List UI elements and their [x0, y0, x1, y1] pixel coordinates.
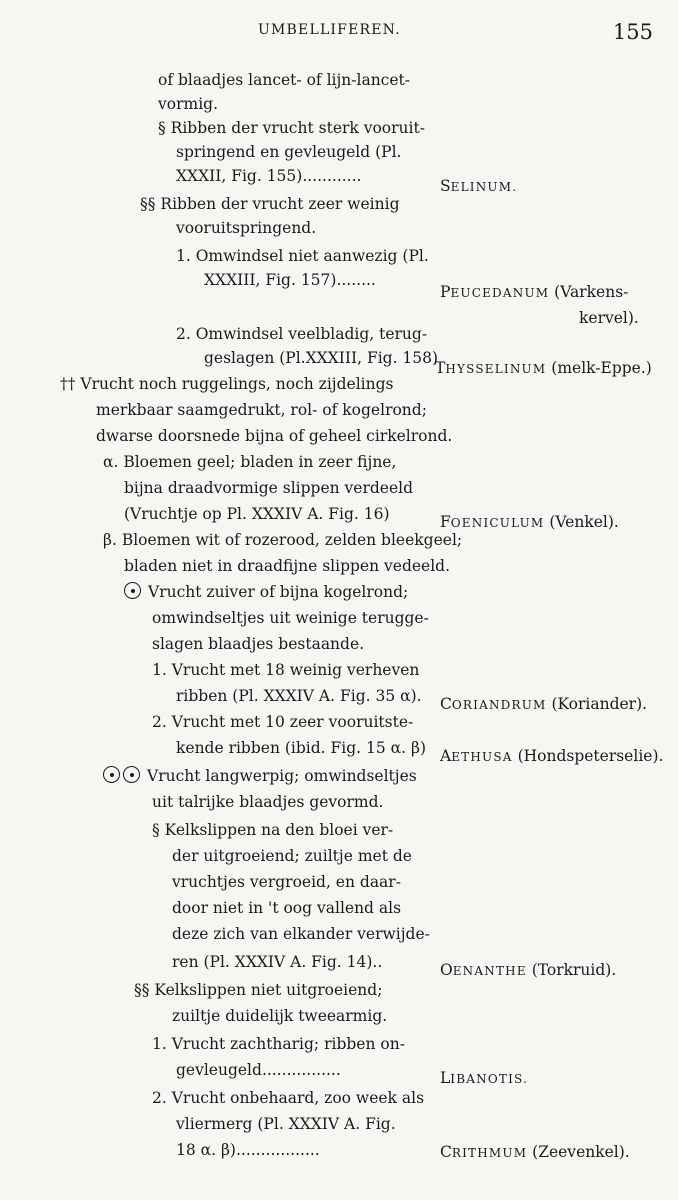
key-line: [152, 1034, 405, 1054]
key-line: [158, 94, 218, 114]
circled-dot-mark-icon: [103, 766, 143, 786]
key-line: [140, 194, 400, 214]
genus-name: ETHUSA: [451, 750, 513, 764]
genus-name: ELINUM.: [450, 180, 518, 194]
key-line-text: ribben (Pl. XXXIV A. Fig. 35 α).: [176, 687, 422, 705]
key-line: [103, 766, 417, 786]
key-line-text: geslagen (Pl.XXXIII, Fig. 158): [204, 349, 439, 367]
genus-common-name: (Koriander).: [546, 695, 648, 713]
key-line: [152, 660, 419, 680]
genus-common-name: (Venkel).: [544, 513, 619, 531]
key-line: [204, 270, 376, 290]
key-line: [134, 980, 382, 1000]
genus-initial: A: [440, 747, 452, 765]
key-line: [172, 872, 401, 892]
key-line-text: zuiltje duidelijk tweearmig.: [172, 1007, 388, 1025]
key-line-text: vliermerg (Pl. XXXIV A. Fig.: [176, 1115, 396, 1133]
key-line-text: §§ Ribben der vrucht zeer weinig: [140, 195, 400, 213]
key-line-text: omwindseltjes uit weinige terugge-: [152, 609, 429, 627]
genus-common-name: (Varkens-: [549, 283, 629, 301]
genus-entry: [440, 512, 619, 533]
key-line-text: der uitgroeiend; zuiltje met de: [172, 847, 412, 865]
key-line: [124, 556, 450, 576]
key-line-text: uit talrijke blaadjes gevormd.: [152, 793, 384, 811]
key-line: [176, 246, 429, 266]
key-line-text: bijna draadvormige slippen verdeeld: [124, 479, 414, 497]
key-line-text: Vrucht langwerpig; omwindseltjes: [147, 767, 417, 785]
key-line: [204, 348, 438, 368]
genus-name: RITHMUM: [451, 1146, 528, 1160]
key-line: [176, 686, 422, 706]
key-line-text: XXXIII, Fig. 157)........: [204, 271, 376, 289]
genus-name: HYSSELINUM: [445, 362, 547, 376]
key-line-text: § Kelkslippen na den bloei ver-: [152, 821, 394, 839]
key-line: [176, 324, 427, 344]
genus-entry: [440, 960, 616, 981]
key-line: [152, 792, 383, 812]
key-line-text: vooruitspringend.: [176, 219, 317, 237]
key-line-text: 2. Vrucht onbehaard, zoo week als: [152, 1089, 425, 1107]
key-line-text: § Ribben der vrucht sterk vooruit-: [158, 119, 425, 137]
genus-initial: T: [435, 359, 446, 377]
key-line: [176, 1060, 341, 1080]
genus-name: IBANOTIS.: [450, 1072, 529, 1086]
key-line-text: springend en gevleugeld (Pl.: [176, 143, 402, 161]
genus-initial: P: [440, 283, 451, 301]
key-line: [172, 952, 382, 972]
key-line: [176, 218, 316, 238]
key-line-text: 1. Vrucht met 18 weinig verheven: [152, 661, 420, 679]
key-line: [152, 1088, 424, 1108]
key-line-text: 1. Omwindsel niet aanwezig (Pl.: [176, 247, 429, 265]
key-line: [172, 1006, 387, 1026]
genus-name: ORIANDRUM: [451, 698, 547, 712]
key-line: [172, 924, 430, 944]
genus-common-name: (melk-Eppe.): [546, 359, 652, 377]
key-line-text: dwarse doorsnede bijna of geheel cirkelrond.: [96, 427, 453, 445]
key-line: [96, 400, 427, 420]
key-line-text: slagen blaadjes bestaande.: [152, 635, 365, 653]
running-title: UMBELLIFEREN.: [258, 22, 401, 38]
genus-name: ENANTHE: [452, 964, 527, 978]
page-number: 155: [612, 20, 653, 44]
genus-initial: L: [440, 1069, 451, 1087]
genus-common-name: kervel).: [579, 309, 639, 327]
key-line: [124, 582, 408, 602]
key-line: [60, 374, 393, 394]
key-line-text: vormig.: [158, 95, 219, 113]
key-line-text: †† Vrucht noch ruggelings, noch zijdelings: [60, 375, 394, 393]
key-line-text: merkbaar saamgedrukt, rol- of kogelrond;: [96, 401, 427, 419]
key-line-text: §§ Kelkslippen niet uitgroeiend;: [134, 981, 383, 999]
genus-entry: [579, 308, 639, 329]
key-line: [124, 504, 390, 524]
key-line: [152, 820, 393, 840]
key-line: [103, 452, 396, 472]
genus-name: EUCEDANUM: [450, 286, 550, 300]
genus-common-name: (Torkruid).: [526, 961, 617, 979]
key-line: [176, 166, 361, 186]
key-line-text: (Vruchtje op Pl. XXXIV A. Fig. 16): [124, 505, 390, 523]
circled-dot-mark-icon: [124, 582, 144, 602]
page-header: [0, 20, 678, 50]
key-line-text: 18 α. β).................: [176, 1141, 320, 1159]
key-line: [176, 738, 426, 758]
key-line-text: deze zich van elkander verwijde-: [172, 925, 430, 943]
key-line: [152, 608, 429, 628]
key-line-text: door niet in 't oog vallend als: [172, 899, 402, 917]
key-line-text: kende ribben (ibid. Fig. 15 α. β): [176, 739, 426, 757]
key-line-text: β. Bloemen wit of rozerood, zelden bleekgeel;: [103, 531, 463, 549]
key-line: [152, 634, 364, 654]
genus-entry: [440, 176, 517, 197]
key-line-text: Vrucht zuiver of bijna kogelrond;: [148, 583, 409, 601]
genus-entry: [440, 694, 647, 715]
genus-name: OENICULUM: [450, 516, 545, 530]
key-line-text: α. Bloemen geel; bladen in zeer fijne,: [103, 453, 397, 471]
genus-initial: C: [440, 695, 452, 713]
key-line-text: XXXII, Fig. 155)............: [176, 167, 362, 185]
genus-initial: S: [440, 177, 451, 195]
key-line-text: of blaadjes lancet- of lijn-lancet-: [158, 71, 411, 89]
key-line-text: 2. Vrucht met 10 zeer vooruitste-: [152, 713, 414, 731]
genus-entry: [440, 1142, 630, 1163]
genus-initial: C: [440, 1143, 452, 1161]
key-line: [158, 70, 410, 90]
genus-common-name: (Hondspeterselie).: [512, 747, 664, 765]
key-line: [96, 426, 452, 446]
key-line-text: vruchtjes vergroeid, en daar-: [172, 873, 401, 891]
key-line: [172, 846, 412, 866]
key-line-text: gevleugeld................: [176, 1061, 341, 1079]
genus-common-name: (Zeevenkel).: [527, 1143, 630, 1161]
genus-entry: [435, 358, 652, 379]
key-line: [152, 712, 413, 732]
key-line: [158, 118, 425, 138]
genus-initial: F: [440, 513, 451, 531]
key-line-text: 2. Omwindsel veelbladig, terug-: [176, 325, 428, 343]
genus-entry: [440, 1068, 528, 1089]
key-line-text: ren (Pl. XXXIV A. Fig. 14)..: [172, 953, 383, 971]
key-line: [172, 898, 401, 918]
key-line: [176, 1140, 320, 1160]
genus-initial: O: [440, 961, 453, 979]
key-line: [124, 478, 413, 498]
key-line-text: 1. Vrucht zachtharig; ribben on-: [152, 1035, 405, 1053]
key-line: [176, 1114, 396, 1134]
genus-entry: [440, 746, 663, 767]
genus-entry: [440, 282, 628, 303]
key-line-text: bladen niet in draadfijne slippen vedeeld.: [124, 557, 451, 575]
key-line: [176, 142, 401, 162]
key-line: [103, 530, 462, 550]
